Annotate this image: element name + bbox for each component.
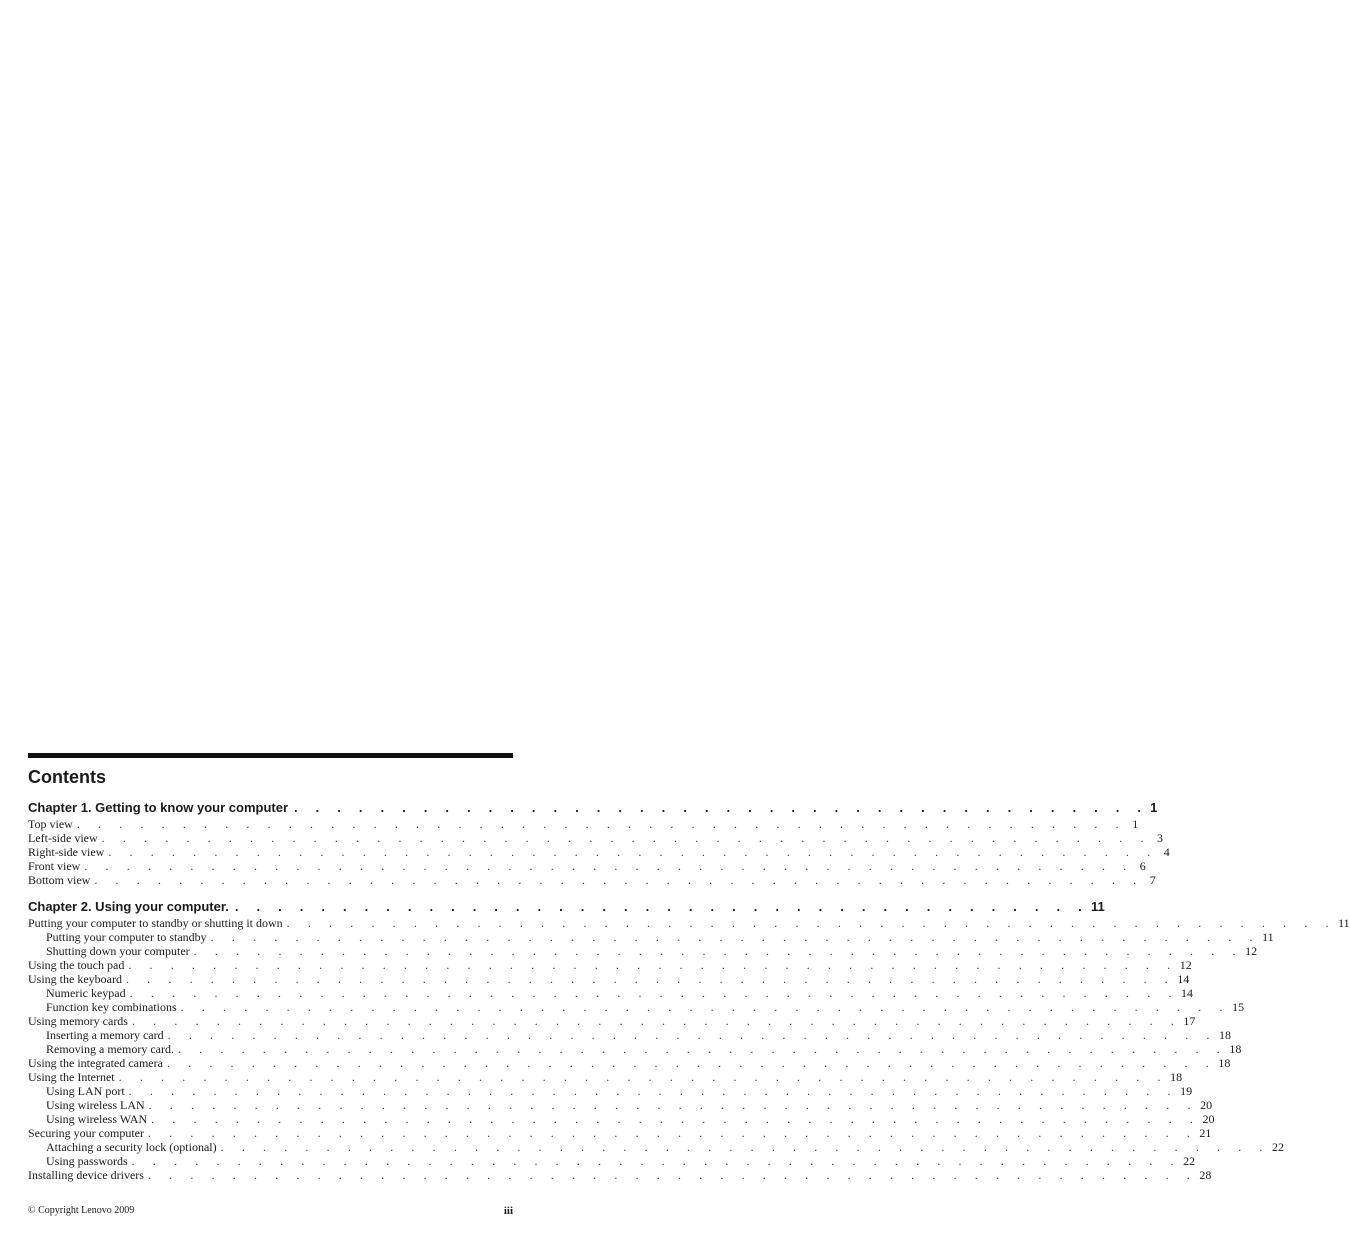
toc-entry-label: Top view [28, 817, 73, 831]
toc-entry-label: Using passwords [46, 1154, 128, 1168]
chapter-label: Chapter 1. Getting to know your computer [28, 800, 289, 815]
toc-entry-label: Using LAN port [46, 1084, 125, 1098]
toc-entry[interactable] [28, 1042, 1242, 1056]
title-rule [28, 753, 513, 758]
dot-leader: . . . . . . . . . . . . . . . . . . . . . . . . . . . . . . . . . . . . . . . . . . . . . . . . . . [131, 1014, 1182, 1028]
chapter-1-entries [28, 817, 1170, 887]
toc-chapter-2[interactable] [28, 899, 1105, 915]
toc-entry-page-number: 20 [1200, 1098, 1213, 1112]
toc-entry[interactable] [28, 1070, 1183, 1084]
toc-entry-label: Inserting a memory card [46, 1028, 164, 1042]
toc-entry-page-number: 12 [1179, 958, 1192, 972]
toc-entry-label: Installing device drivers [28, 1168, 144, 1182]
page-number: iii [503, 1205, 513, 1217]
dot-leader: . . . . . . . . . . . . . . . . . . . . . . . . . . . . . . . . . . . . . . . . . . . . . . . . . . [167, 1028, 1218, 1042]
toc-entry-label: Right-side view [28, 845, 105, 859]
toc-entry-label: Bottom view [28, 873, 91, 887]
toc-entry[interactable] [28, 859, 1146, 873]
toc-entry-label: Putting your computer to standby or shutting it down [28, 916, 283, 930]
toc-entry-page-number: 11 [1262, 930, 1274, 944]
toc-entry[interactable] [28, 958, 1192, 972]
dot-leader: . . . . . . . . . . . . . . . . . . . . . . . . . . . . . . . . . . . . . . . . . . . . . . . . . . [210, 930, 1261, 944]
toc-entry-page-number: 4 [1163, 845, 1170, 859]
chapter-2-entries [28, 916, 1350, 1182]
toc-entry-page-number: 14 [1177, 972, 1190, 986]
toc-entry[interactable] [28, 944, 1258, 958]
toc-entry-page-number: 15 [1232, 1000, 1245, 1014]
dot-leader: . . . . . . . . . . . . . . . . . . . . . . . . . . . . . . . . . . . . . . . . . . . . . . . . . . [128, 958, 1178, 972]
dot-leader: . . . . . . . . . . . . . . . . . . . . . . . . . . . . . . . . . . . . . . . . . . . . . . . . . . [125, 972, 1176, 986]
toc-entry-label: Putting your computer to standby [46, 930, 207, 944]
toc-entry-page-number: 22 [1183, 1154, 1196, 1168]
toc-entry[interactable] [28, 1084, 1193, 1098]
toc-entry[interactable] [28, 1028, 1232, 1042]
toc-entry-page-number: 18 [1229, 1042, 1242, 1056]
toc-entry[interactable] [28, 1014, 1196, 1028]
chapter-label: Chapter 2. Using your computer. [28, 899, 229, 914]
toc-entry-label: Function key combinations [46, 1000, 177, 1014]
dot-leader: . . . . . . . . . . . . . . . . . . . . . . . . . . . . . . . . . . . . . . . . . . . . . . . . . . [76, 817, 1127, 831]
toc-entry-page-number: 18 [1218, 1056, 1231, 1070]
toc-entry-page-number: 3 [1157, 831, 1164, 845]
toc-entry[interactable] [28, 1000, 1245, 1014]
toc-entry[interactable] [28, 873, 1156, 887]
toc-entry[interactable] [28, 1140, 1285, 1154]
toc-entry-label: Front view [28, 859, 81, 873]
toc-entry-label: Numeric keypad [46, 986, 126, 1000]
toc-entry-label: Using the Internet [28, 1070, 115, 1084]
dot-leader: . . . . . . . . . . . . . . . . . . . . . . . . . . . . . . . . . . . . . . . . . . . . . . . . . . [84, 859, 1134, 873]
toc-entry-page-number: 22 [1272, 1140, 1285, 1154]
toc-entry-page-number: 21 [1199, 1126, 1212, 1140]
toc-page [28, 753, 1350, 1182]
toc-entry-page-number: 17 [1183, 1014, 1196, 1028]
copyright-notice: © Copyright Lenovo 2009 [28, 1205, 135, 1216]
dot-leader: . . . . . . . . . . . . . . . . . . . . . . . . . . . . . . . . . . . . . . . . . . . . . . . . . . [128, 1084, 1179, 1098]
dot-leader: . . . . . . . . . . . . . . . . . . . . . . . . . . . . . . . . . . . . . . . . . . . . . . . . . . [193, 944, 1244, 958]
dot-leader: . . . . . . . . . . . . . . . . . . . . . . . . . . . . . . . . . . . . . . . . . . . . . . . . . . [131, 1154, 1182, 1168]
dot-leader: . . . . . . . . . . . . . . . . . . . . . . . . . . . . . . . . . . . . . . . . . . . . . . . . . . [94, 873, 1144, 887]
toc-entry-label: Using the keyboard [28, 972, 122, 986]
dot-leader: . . . . . . . . . . . . . . . . . . . . . . . . . . . . . . . . . . . . . . . . . . . . . . . . . . [147, 1168, 1198, 1182]
toc-entry[interactable] [28, 1056, 1231, 1070]
toc-entry[interactable] [28, 1168, 1212, 1182]
toc-entry-label: Removing a memory card. [46, 1042, 174, 1056]
page-title: Contents [28, 767, 106, 787]
toc-entry-label: Securing your computer [28, 1126, 144, 1140]
page-footer [28, 1204, 513, 1218]
toc-entry-page-number: 12 [1245, 944, 1258, 958]
toc-entry-label: Left-side view [28, 831, 98, 845]
toc-entry[interactable] [28, 1126, 1212, 1140]
toc-entry-label: Using wireless LAN [46, 1098, 145, 1112]
toc-entry-page-number: 14 [1181, 986, 1194, 1000]
dot-leader: . . . . . . . . . . . . . . . . . . . . . . . . . . . . . . . . . . . . . . . . . . . . . . . . . . [166, 1056, 1217, 1070]
toc-entry-label: Using the integrated camera [28, 1056, 163, 1070]
toc-entry[interactable] [28, 831, 1164, 845]
toc-entry-label: Using memory cards [28, 1014, 128, 1028]
dot-leader: . . . . . . . . . . . . . . . . . . . . . . . . . . . . . . . . . . . . . . . . . . . . . . . . . . [180, 1000, 1231, 1014]
toc-entry[interactable] [28, 1154, 1196, 1168]
dot-leader: . . . . . . . . . . . . . . . . . . . . . . . . . . . . . . . . . . . . . . . . . . . . . . . . . . [286, 916, 1337, 930]
toc-entry-page-number: 6 [1139, 859, 1146, 873]
dot-leader: . . . . . . . . . . . . . . . . . . . . . . . . . . . . . . . . . . . . . . . . . . . . . . . . . . [148, 1098, 1199, 1112]
toc-entry-label: Using wireless WAN [46, 1112, 148, 1126]
toc-entry-label: Attaching a security lock (optional) [46, 1140, 217, 1154]
toc-entry-page-number: 18 [1170, 1070, 1183, 1084]
dot-leader: . . . . . . . . . . . . . . . . . . . . . . . . . . . . . . . . . . . . . . . . [294, 800, 1149, 815]
toc-entry[interactable] [28, 986, 1194, 1000]
dot-leader: . . . . . . . . . . . . . . . . . . . . . . . . . . . . . . . . . . . . . . . . . . . . . . . . . . [101, 831, 1152, 845]
toc-entry[interactable] [28, 817, 1139, 831]
chapter-page-number: 11 [1090, 899, 1105, 914]
dot-leader: . . . . . . . . . . . . . . . . . . . . . . . . . . . . . . . . . . . . . . . . . . . . . . . . . . [129, 986, 1180, 1000]
toc-entry-label: Using the touch pad [28, 958, 125, 972]
dot-leader: . . . . . . . . . . . . . . . . . . . . . . . . . . . . . . . . . . . . . . . . . . . . . . . . . . [151, 1112, 1201, 1126]
chapter-page-number: 1 [1150, 800, 1158, 815]
toc-entry[interactable] [28, 845, 1170, 859]
toc-entry[interactable] [28, 916, 1350, 930]
toc-entry-page-number: 7 [1149, 873, 1156, 887]
toc-entry[interactable] [28, 930, 1274, 944]
dot-leader: . . . . . . . . . . . . . . . . . . . . . . . . . . . . . . . . . . . . . . . . [234, 899, 1089, 914]
toc-entry-label: Shutting down your computer [46, 944, 190, 958]
dot-leader: . . . . . . . . . . . . . . . . . . . . . . . . . . . . . . . . . . . . . . . . . . . . . . . . . . [177, 1042, 1228, 1056]
toc-entry-page-number: 18 [1219, 1028, 1232, 1042]
toc-entry[interactable] [28, 1112, 1215, 1126]
dot-leader: . . . . . . . . . . . . . . . . . . . . . . . . . . . . . . . . . . . . . . . . . . . . . . . . . . [147, 1126, 1198, 1140]
toc-entry[interactable] [28, 972, 1190, 986]
dot-leader: . . . . . . . . . . . . . . . . . . . . . . . . . . . . . . . . . . . . . . . . . . . . . . . . . . [118, 1070, 1169, 1084]
toc-chapter-1[interactable] [28, 800, 1158, 816]
toc-entry-page-number: 20 [1202, 1112, 1215, 1126]
dot-leader: . . . . . . . . . . . . . . . . . . . . . . . . . . . . . . . . . . . . . . . . . . . . . . . . . . [220, 1140, 1271, 1154]
dot-leader: . . . . . . . . . . . . . . . . . . . . . . . . . . . . . . . . . . . . . . . . . . . . . . . . . . [108, 845, 1158, 859]
toc-entry-page-number: 28 [1199, 1168, 1212, 1182]
toc-entry-page-number: 1 [1132, 817, 1139, 831]
toc-entry-page-number: 11 [1338, 916, 1350, 930]
toc-entry[interactable] [28, 1098, 1213, 1112]
toc-entry-page-number: 19 [1180, 1084, 1193, 1098]
